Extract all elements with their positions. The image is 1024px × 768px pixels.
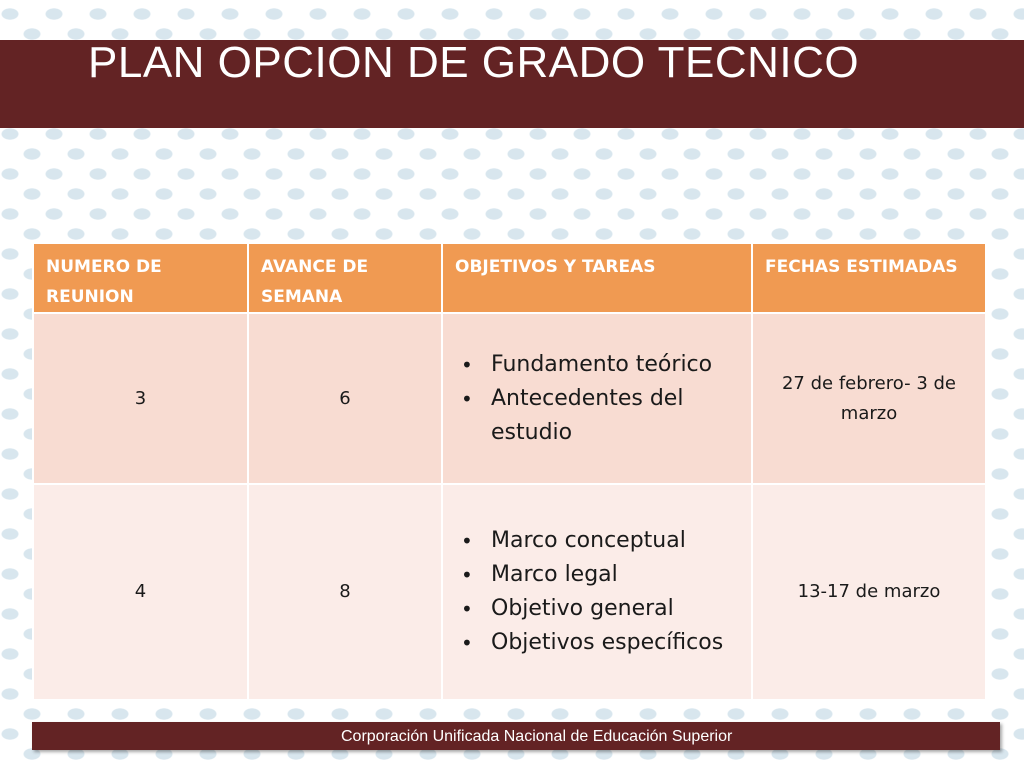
slide-title: PLAN OPCION DE GRADO TECNICO bbox=[88, 38, 860, 87]
task-item: • Marco conceptual bbox=[453, 524, 743, 558]
header-numero-reunion: NUMERO DE REUNION bbox=[33, 243, 248, 313]
task-list bbox=[453, 348, 743, 450]
table-header-row bbox=[33, 243, 986, 313]
table-row bbox=[33, 484, 986, 700]
header-fechas-estimadas: FECHAS ESTIMADAS bbox=[752, 243, 986, 313]
task-item: • Antecedentes del estudio bbox=[453, 382, 743, 450]
cell-semana: 8 bbox=[248, 484, 442, 700]
cell-reunion: 3 bbox=[33, 313, 248, 484]
cell-fechas: 27 de febrero- 3 de marzo bbox=[752, 313, 986, 484]
cell-tareas bbox=[442, 484, 752, 700]
header-objetivos-tareas: OBJETIVOS Y TAREAS bbox=[442, 243, 752, 313]
table-row bbox=[33, 313, 986, 484]
cell-reunion: 4 bbox=[33, 484, 248, 700]
task-item: • Objetivo general bbox=[453, 592, 743, 626]
cell-tareas bbox=[442, 313, 752, 484]
task-item: • Fundamento teórico bbox=[453, 348, 743, 382]
task-item: • Marco legal bbox=[453, 558, 743, 592]
cell-semana: 6 bbox=[248, 313, 442, 484]
cell-fechas: 13-17 de marzo bbox=[752, 484, 986, 700]
footer-institution: Corporación Unificada Nacional de Educación Superior bbox=[341, 728, 733, 745]
header-avance-semana: AVANCE DE SEMANA bbox=[248, 243, 442, 313]
task-list bbox=[453, 524, 743, 660]
task-item: • Objetivos específicos bbox=[453, 626, 743, 660]
plan-table bbox=[32, 242, 987, 701]
footer-bar bbox=[32, 722, 1000, 750]
